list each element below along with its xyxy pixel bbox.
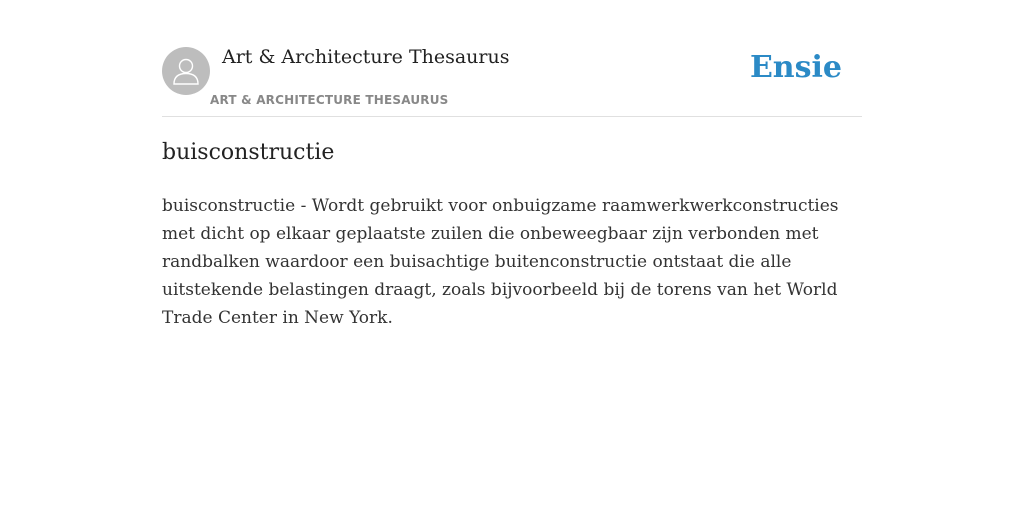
page-title: buisconstructie [162, 140, 335, 165]
author-subtitle: ART & ARCHITECTURE THESAURUS [210, 93, 449, 107]
brand-logo[interactable]: Ensie [749, 50, 842, 85]
avatar[interactable] [162, 47, 210, 95]
author-name[interactable]: Art & Architecture Thesaurus [222, 46, 510, 68]
definition-text: buisconstructie - Wordt gebruikt voor onbuigzame raamwerkwerkconstructies met dicht op elkaar geplaatste zuilen die onbeweegbaar zijn verbonden met randbalken waardoor een buisachtige buitenconstructie ontstaat die alle uitstekende belastingen draagt, zoals bijvoorbeeld bij de torens van het World Trade Center in New York. [162, 196, 839, 328]
header [162, 40, 862, 117]
user-silhouette-icon [169, 54, 203, 88]
